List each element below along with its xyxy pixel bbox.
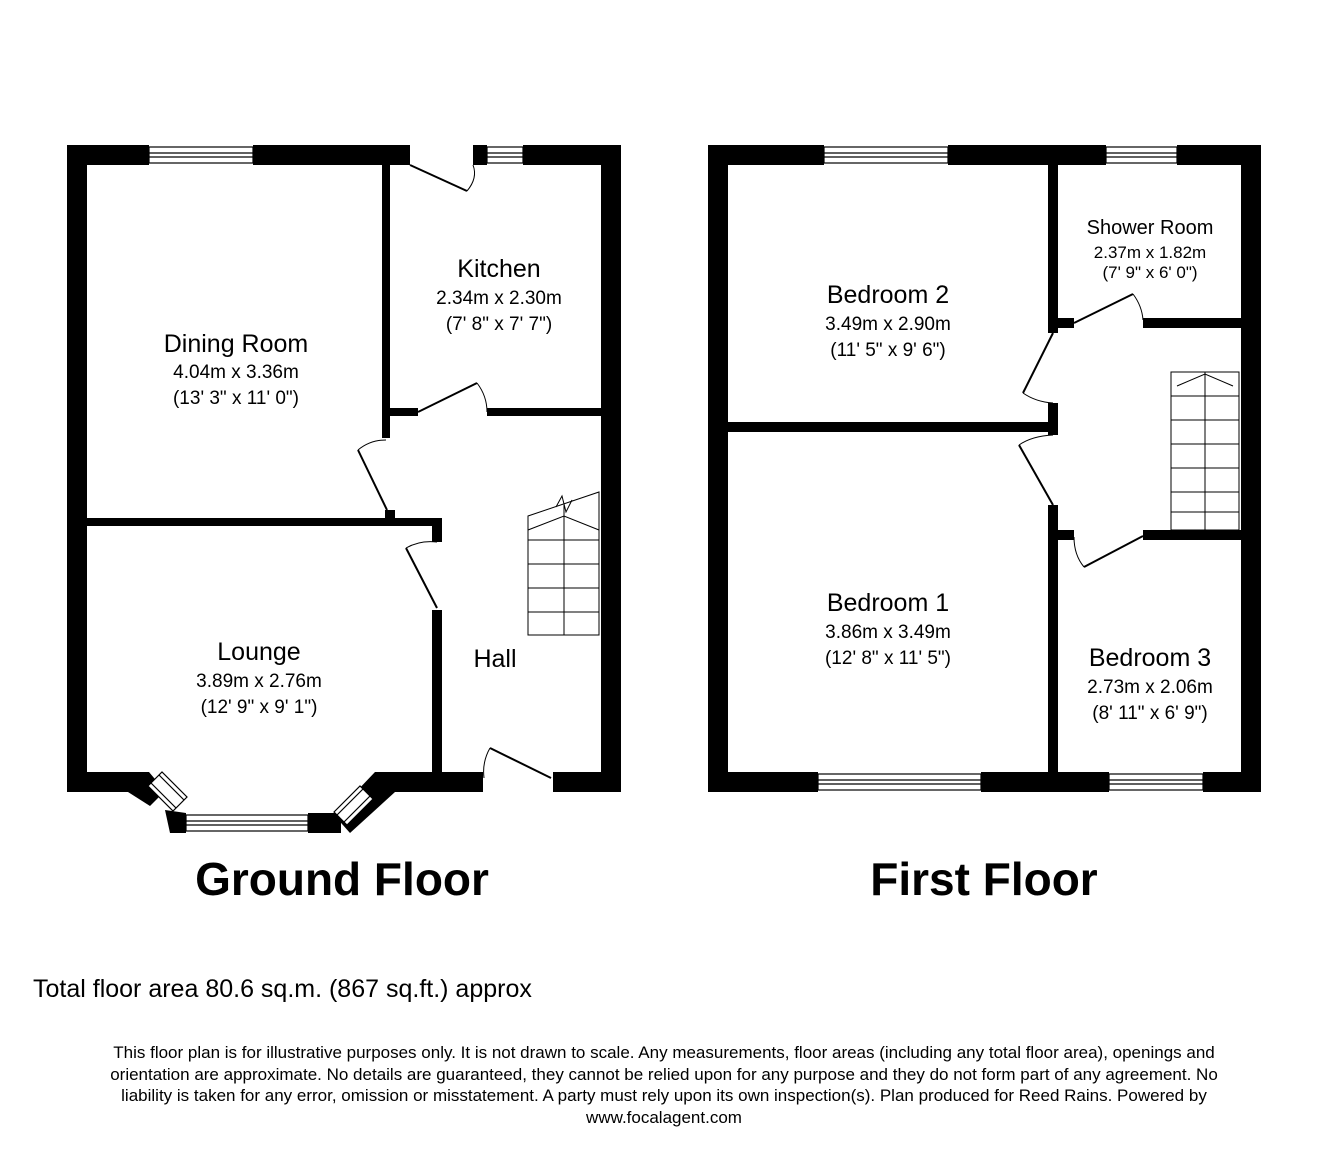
stairs-first — [1171, 372, 1239, 530]
stairs-ground — [528, 492, 599, 635]
room-imperial-bedroom1: (12' 8" x 11' 5") — [824, 648, 952, 669]
wall-segment — [1143, 318, 1241, 328]
floor-title-ground: Ground Floor — [195, 853, 489, 905]
door — [484, 748, 551, 778]
wall-segment — [1203, 772, 1261, 792]
room-name-lounge: Lounge — [217, 638, 301, 666]
room-name-bedroom1: Bedroom 1 — [826, 589, 950, 617]
room-metric-bedroom3: 2.73m x 2.06m — [1087, 677, 1213, 698]
wall-segment — [1048, 505, 1058, 772]
wall-segment — [67, 145, 87, 792]
room-imperial-lounge: (12' 9" x 9' 1") — [200, 697, 318, 718]
disclaimer-line: orientation are approximate. No details are guaranteed, they cannot be relied upon for any purpose and they do not form part of any agreement. No — [110, 1064, 1218, 1084]
room-name-bedroom2: Bedroom 2 — [826, 281, 950, 309]
door — [418, 383, 487, 412]
room-metric-shower: 2.37m x 1.82m — [1093, 243, 1207, 262]
wall-segment — [308, 813, 341, 833]
wall-segment — [981, 772, 1109, 792]
room-imperial-dining: (13' 3" x 11' 0") — [172, 388, 300, 409]
window — [818, 774, 981, 790]
wall-segment — [948, 145, 1106, 165]
wall-segment — [553, 772, 621, 792]
room-metric-dining: 4.04m x 3.36m — [173, 362, 299, 383]
door — [1074, 536, 1143, 567]
room-metric-bedroom1: 3.86m x 3.49m — [825, 622, 951, 643]
room-name-hall: Hall — [473, 645, 517, 673]
wall-segment — [1241, 145, 1261, 792]
wall-segment — [1048, 165, 1058, 333]
room-name-shower: Shower Room — [1086, 217, 1214, 239]
window — [487, 147, 523, 163]
door — [406, 542, 437, 608]
room-metric-bedroom2: 3.49m x 2.90m — [825, 314, 951, 335]
room-name-kitchen: Kitchen — [457, 255, 541, 283]
door — [410, 165, 475, 191]
disclaimer — [40, 1042, 1288, 1128]
wall-segment — [1048, 318, 1074, 328]
floor-title-first: First Floor — [870, 853, 1098, 905]
room-imperial-bedroom3: (8' 11" x 6' 9") — [1092, 703, 1208, 724]
room-imperial-kitchen: (7' 8" x 7' 7") — [445, 314, 553, 335]
wall-segment — [253, 145, 410, 165]
door — [1023, 333, 1053, 403]
wall-segment — [708, 145, 728, 792]
wall-segment — [473, 145, 487, 165]
disclaimer-line: This floor plan is for illustrative purposes only. It is not drawn to scale. Any measurements, floor areas (including any total floor area), openings and — [113, 1043, 1215, 1062]
door — [1019, 435, 1053, 505]
wall-segment — [708, 772, 818, 792]
door — [358, 440, 387, 510]
total-floor-area: Total floor area 80.6 sq.m. (867 sq.ft.) approx — [33, 975, 532, 1003]
window — [824, 147, 948, 163]
room-imperial-shower: (7' 9" x 6' 0") — [1102, 263, 1198, 282]
window — [149, 147, 253, 163]
window — [186, 815, 308, 831]
wall-segment — [432, 518, 442, 542]
wall-segment — [1143, 530, 1241, 540]
room-metric-kitchen: 2.34m x 2.30m — [436, 288, 562, 309]
wall-segment — [1048, 530, 1074, 540]
wall-segment — [382, 165, 390, 438]
wall-segment — [165, 810, 186, 833]
wall-segment — [728, 422, 1058, 432]
window — [1109, 774, 1203, 790]
disclaimer-line: www.focalagent.com — [586, 1107, 742, 1127]
door — [1074, 294, 1143, 323]
wall-segment — [385, 510, 395, 526]
wall-segment — [382, 408, 418, 416]
room-name-dining: Dining Room — [163, 330, 309, 358]
room-imperial-bedroom2: (11' 5" x 9' 6") — [830, 340, 946, 361]
wall-segment — [487, 408, 601, 416]
window — [1106, 147, 1177, 163]
disclaimer-line: liability is taken for any error, omission or misstatement. A party must rely upon its own inspection(s). Plan produced for Reed Rains. Powered by — [121, 1086, 1207, 1105]
room-name-bedroom3: Bedroom 3 — [1088, 644, 1212, 672]
walls — [67, 145, 1261, 792]
wall-segment — [432, 610, 442, 772]
wall-segment — [601, 145, 621, 792]
room-metric-lounge: 3.89m x 2.76m — [196, 671, 322, 692]
